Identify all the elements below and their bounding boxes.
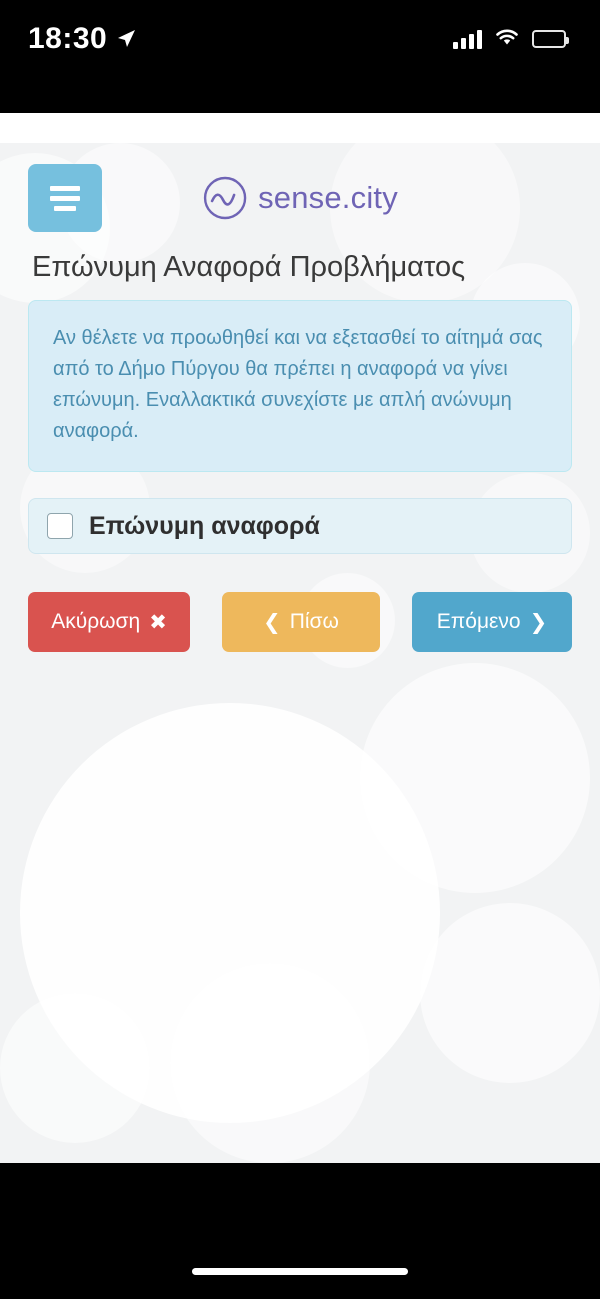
page-content	[0, 143, 600, 652]
brand-name: sense.city	[258, 180, 398, 215]
decorative-bubble	[0, 993, 150, 1143]
chevron-right-icon: ❯	[529, 610, 548, 634]
hamburger-menu-icon[interactable]	[28, 164, 102, 232]
named-report-checkbox[interactable]	[47, 513, 73, 539]
cancel-button[interactable]	[28, 592, 190, 652]
cellular-signal-icon	[453, 29, 482, 49]
next-button[interactable]	[412, 592, 572, 652]
status-bar	[0, 0, 600, 78]
back-button[interactable]	[222, 592, 380, 652]
app-viewport	[0, 143, 600, 1163]
close-icon: ✖	[149, 610, 167, 634]
app-header	[28, 163, 572, 233]
named-report-label: Επώνυμη αναφορά	[89, 511, 320, 540]
decorative-bubble	[420, 903, 600, 1083]
status-bar-left	[28, 22, 137, 56]
status-bar-right	[453, 27, 566, 52]
back-button-label: Πίσω	[289, 610, 339, 633]
action-buttons	[28, 592, 572, 652]
chevron-left-icon: ❮	[263, 610, 281, 634]
brand	[202, 175, 398, 221]
sensecity-wave-logo-icon	[202, 175, 248, 221]
page-title: Επώνυμη Αναφορά Προβλήματος	[32, 251, 466, 283]
wifi-icon	[494, 27, 520, 52]
notch-strip	[0, 113, 600, 143]
named-report-row[interactable]	[28, 498, 572, 554]
decorative-bubble	[170, 963, 370, 1163]
cancel-button-label: Ακύρωση	[51, 610, 141, 633]
status-time: 18:30	[28, 22, 108, 55]
battery-icon	[532, 30, 566, 48]
location-arrow-icon	[115, 28, 137, 50]
next-button-label: Επόμενο	[436, 610, 521, 633]
info-message: Αν θέλετε να προωθηθεί και να εξετασθεί το αίτημά σας από το Δήμο Πύργου θα πρέπει η αναφορά να γίνει επώνυμη. Εναλλακτικά συνεχίστε με απλή ανώνυμη αναφορά.	[28, 300, 572, 472]
home-indicator[interactable]	[192, 1268, 408, 1275]
